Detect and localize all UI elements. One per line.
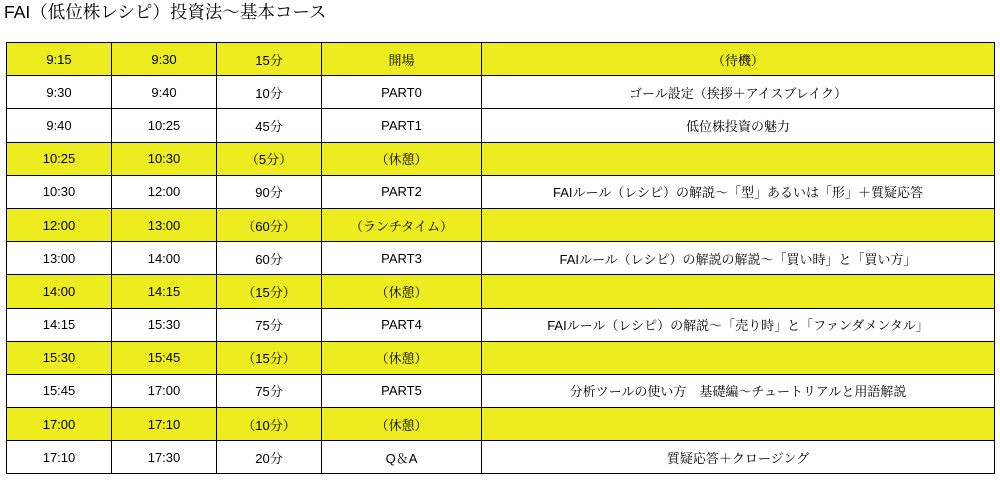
cell-part: （休憩） [322, 275, 482, 308]
cell-end-time: 9:40 [112, 76, 217, 109]
cell-part: PART0 [322, 76, 482, 109]
cell-description: 低位株投資の魅力 [482, 109, 995, 142]
schedule-table-container [6, 42, 994, 474]
cell-end-time: 10:30 [112, 142, 217, 175]
cell-description: FAIルール（レシピ）の解説～「型」あるいは「形」＋質疑応答 [482, 175, 995, 208]
cell-part: （ランチタイム） [322, 208, 482, 241]
table-row [7, 43, 995, 76]
cell-start-time: 15:45 [7, 374, 112, 407]
table-row [7, 308, 995, 341]
table-row [7, 408, 995, 441]
cell-description: （待機） [482, 43, 995, 76]
cell-end-time: 15:45 [112, 341, 217, 374]
table-row [7, 441, 995, 474]
cell-duration: 15分 [217, 43, 322, 76]
cell-description [482, 208, 995, 241]
cell-duration: （15分） [217, 275, 322, 308]
cell-start-time: 14:00 [7, 275, 112, 308]
cell-end-time: 10:25 [112, 109, 217, 142]
schedule-table-body [7, 43, 995, 474]
page-title: FAI（低位株レシピ）投資法～基本コース [4, 2, 327, 22]
cell-duration: 60分 [217, 242, 322, 275]
cell-start-time: 15:30 [7, 341, 112, 374]
cell-start-time: 17:00 [7, 408, 112, 441]
cell-part: 開場 [322, 43, 482, 76]
cell-description [482, 341, 995, 374]
table-row [7, 341, 995, 374]
table-row [7, 76, 995, 109]
cell-description: FAIルール（レシピ）の解説～「売り時」と「ファンダメンタル」 [482, 308, 995, 341]
cell-duration: 75分 [217, 308, 322, 341]
cell-part: PART5 [322, 374, 482, 407]
cell-end-time: 17:10 [112, 408, 217, 441]
cell-start-time: 9:40 [7, 109, 112, 142]
table-row [7, 109, 995, 142]
cell-duration: 45分 [217, 109, 322, 142]
cell-duration: 20分 [217, 441, 322, 474]
cell-start-time: 17:10 [7, 441, 112, 474]
schedule-table [6, 42, 995, 474]
cell-description: 分析ツールの使い方 基礎編～チュートリアルと用語解説 [482, 374, 995, 407]
cell-start-time: 12:00 [7, 208, 112, 241]
cell-description [482, 142, 995, 175]
cell-duration: （5分） [217, 142, 322, 175]
cell-duration: （10分） [217, 408, 322, 441]
cell-part: （休憩） [322, 142, 482, 175]
cell-start-time: 9:30 [7, 76, 112, 109]
cell-start-time: 9:15 [7, 43, 112, 76]
cell-end-time: 15:30 [112, 308, 217, 341]
cell-part: PART3 [322, 242, 482, 275]
cell-duration: 10分 [217, 76, 322, 109]
cell-start-time: 13:00 [7, 242, 112, 275]
cell-end-time: 12:00 [112, 175, 217, 208]
table-row [7, 175, 995, 208]
table-row [7, 142, 995, 175]
cell-duration: 90分 [217, 175, 322, 208]
cell-description: 質疑応答＋クロージング [482, 441, 995, 474]
cell-end-time: 14:00 [112, 242, 217, 275]
cell-start-time: 14:15 [7, 308, 112, 341]
cell-start-time: 10:30 [7, 175, 112, 208]
table-row [7, 374, 995, 407]
cell-end-time: 13:00 [112, 208, 217, 241]
cell-duration: （15分） [217, 341, 322, 374]
cell-end-time: 17:30 [112, 441, 217, 474]
cell-description: FAIルール（レシピ）の解説の解説～「買い時」と「買い方」 [482, 242, 995, 275]
cell-duration: （60分） [217, 208, 322, 241]
cell-duration: 75分 [217, 374, 322, 407]
cell-part: （休憩） [322, 341, 482, 374]
table-row [7, 242, 995, 275]
cell-end-time: 14:15 [112, 275, 217, 308]
cell-description [482, 408, 995, 441]
cell-part: PART4 [322, 308, 482, 341]
table-row [7, 208, 995, 241]
table-row [7, 275, 995, 308]
cell-part: PART1 [322, 109, 482, 142]
cell-part: PART2 [322, 175, 482, 208]
cell-end-time: 17:00 [112, 374, 217, 407]
cell-description: ゴール設定（挨拶＋アイスブレイク） [482, 76, 995, 109]
cell-description [482, 275, 995, 308]
cell-start-time: 10:25 [7, 142, 112, 175]
cell-part: （休憩） [322, 408, 482, 441]
cell-part: Q＆A [322, 441, 482, 474]
cell-end-time: 9:30 [112, 43, 217, 76]
